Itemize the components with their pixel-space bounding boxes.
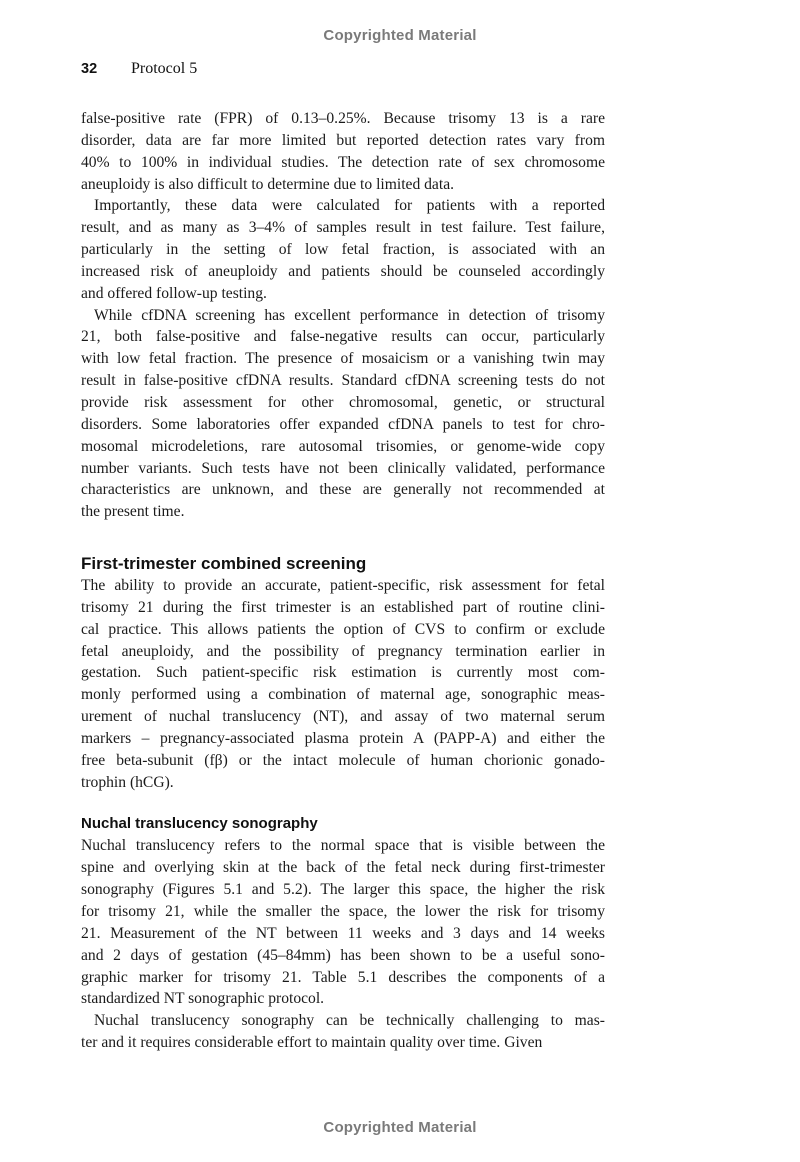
text-line: The ability to provide an accurate, patient-specific, risk assessment for fetal	[81, 577, 605, 595]
text-line: mosomal microdeletions, rare autosomal trisomies, or genome-wide copy	[81, 437, 605, 455]
text-line: and offered follow-up testing.	[81, 284, 267, 302]
text-line: sonography (Figures 5.1 and 5.2). The larger this space, the higher the risk	[81, 881, 605, 899]
text-line: characteristics are unknown, and these are generally not recommended at	[81, 481, 605, 499]
text-line: provide risk assessment for other chromosomal, genetic, or structural	[81, 393, 605, 411]
text-line: monly performed using a combination of maternal age, sonographic meas-	[81, 686, 605, 704]
text-line: increased risk of aneuploidy and patients should be counseled accordingly	[81, 262, 605, 280]
paragraph	[81, 1010, 605, 1054]
text-line: the present time.	[81, 503, 185, 521]
nuchal-translucency-body	[81, 835, 605, 1053]
text-line: aneuploidy is also difficult to determine due to limited data.	[81, 175, 455, 193]
text-line: disorder, data are far more limited but reported detection rates vary from	[81, 131, 605, 149]
text-line: 21. Measurement of the NT between 11 weeks and 3 days and 14 weeks	[81, 924, 605, 942]
text-line: spine and overlying skin at the back of the fetal neck during first-trimester	[81, 859, 605, 877]
section-heading-first-trimester: First-trimester combined screening	[81, 554, 367, 574]
text-line: gestation. Such patient-specific risk estimation is currently most com-	[81, 664, 605, 682]
text-line: free beta-subunit (fβ) or the intact molecule of human chorionic gonado-	[81, 751, 605, 769]
copyright-watermark-top: Copyrighted Material	[323, 27, 477, 44]
copyright-watermark-bottom: Copyrighted Material	[323, 1119, 477, 1136]
text-line: markers – pregnancy-associated plasma protein A (PAPP-A) and either the	[81, 729, 605, 747]
text-line: particularly in the setting of low fetal fraction, is associated with an	[81, 241, 605, 259]
text-line: 40% to 100% in individual studies. The detection rate of sex chromosome	[81, 153, 605, 171]
text-line: with low fetal fraction. The presence of mosaicism or a vanishing twin may	[81, 350, 605, 368]
text-line: for trisomy 21, while the smaller the space, the lower the risk for trisomy	[81, 903, 605, 920]
text-line: graphic marker for trisomy 21. Table 5.1 describes the components of a	[81, 968, 605, 986]
paragraph	[81, 305, 605, 523]
paragraph	[81, 835, 605, 1010]
text-line: result, and as many as 3–4% of samples result in test failure. Test failure,	[81, 219, 605, 237]
text-line: trisomy 21 during the first trimester is an established part of routine clini-	[81, 598, 605, 616]
text-line: 21, both false-positive and false-negative results can occur, particularly	[81, 328, 605, 346]
paragraph	[81, 195, 605, 304]
text-line: and 2 days of gestation (45–84mm) has been shown to be a useful sono-	[81, 946, 605, 964]
page-number: 32	[81, 61, 98, 77]
subsection-heading-nuchal-translucency: Nuchal translucency sonography	[81, 815, 318, 833]
text-line: false-positive rate (FPR) of 0.13–0.25%. Because trisomy 13 is a rare	[81, 110, 605, 127]
text-line: disorders. Some laboratories offer expanded cfDNA panels to test for chro-	[81, 415, 605, 433]
paragraph	[81, 575, 605, 793]
text-line: Importantly, these data were calculated for patients with a reported	[94, 197, 605, 215]
text-column	[81, 108, 605, 1054]
text-line: standardized NT sonographic protocol.	[81, 990, 325, 1008]
text-line: cal practice. This allows patients the option of CVS to confirm or exclude	[81, 620, 605, 638]
text-line: Nuchal translucency sonography can be technically challenging to mas-	[94, 1012, 605, 1030]
text-line: trophin (hCG).	[81, 773, 174, 791]
paragraph	[81, 108, 605, 195]
text-line: Nuchal translucency refers to the normal space that is visible between the	[81, 837, 605, 855]
text-line: urement of nuchal translucency (NT), and assay of two maternal serum	[81, 708, 605, 726]
text-line: result in false-positive cfDNA results. Standard cfDNA screening tests do not	[81, 372, 605, 390]
first-trimester-body	[81, 575, 605, 793]
text-line: ter and it requires considerable effort to maintain quality over time. Given	[81, 1034, 543, 1052]
running-head	[81, 60, 197, 78]
text-line: While cfDNA screening has excellent performance in detection of trisomy	[94, 306, 605, 324]
text-line: number variants. Such tests have not been clinically validated, performance	[81, 459, 605, 477]
intro-paragraphs	[81, 108, 605, 523]
text-line: fetal aneuploidy, and the possibility of pregnancy termination earlier in	[81, 642, 605, 660]
running-head-title: Protocol 5	[131, 60, 198, 77]
